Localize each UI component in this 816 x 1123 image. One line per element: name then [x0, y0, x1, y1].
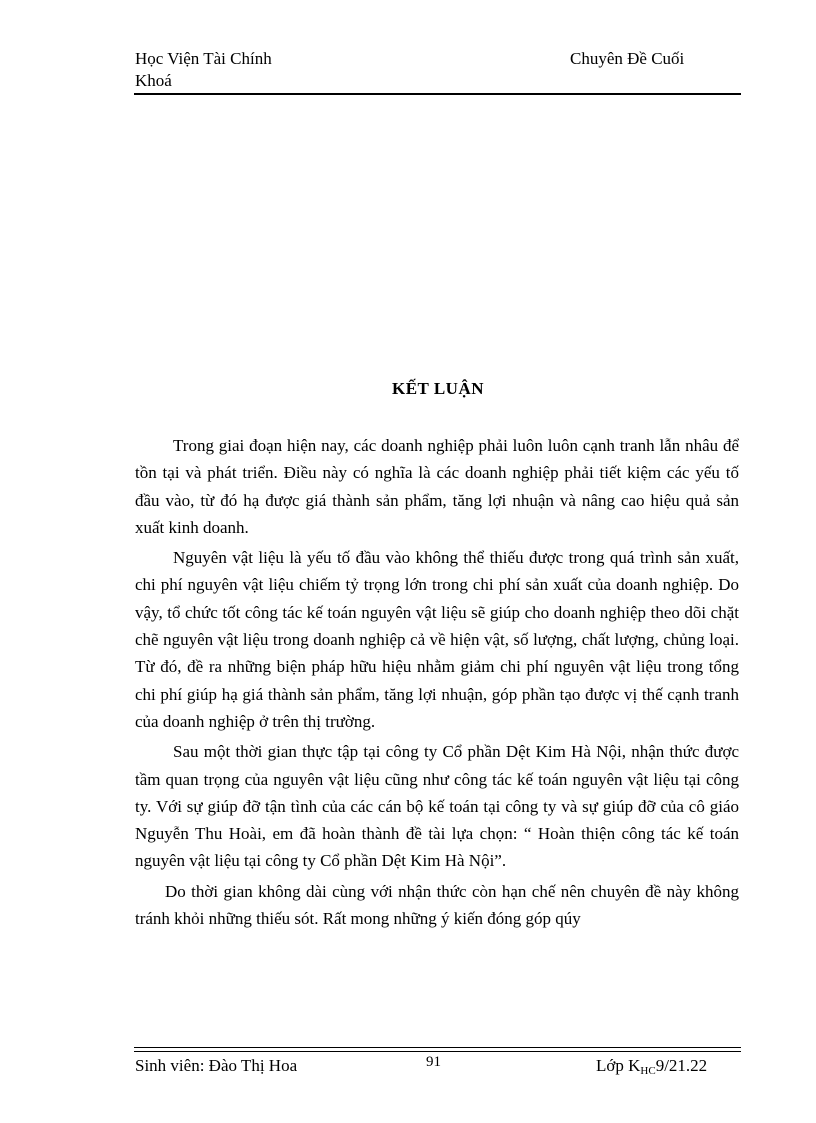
- body-text: [135, 432, 739, 935]
- footer-class-suffix: 9/21.22: [655, 1056, 708, 1075]
- paragraph-4: Do thời gian không dài cùng với nhận thức còn hạn chế nên chuyên đề này không tránh khỏi những thiếu sót. Rất mong những ý kiến đóng góp qúy: [135, 881, 739, 929]
- footer-class-prefix: Lớp K: [596, 1056, 641, 1075]
- page-number: 91: [426, 1054, 441, 1070]
- header-institution-name: Học Viện Tài Chính: [135, 49, 272, 68]
- footer-divider-top: [134, 1047, 741, 1048]
- header-institution: [135, 48, 272, 92]
- header-divider: [134, 93, 741, 95]
- section-title: KẾT LUẬN: [391, 379, 484, 398]
- paragraph-3: Sau một thời gian thực tập tại công ty Cổ phần Dệt Kim Hà Nội, nhận thức được tầm quan trọng của nguyên vật liệu cũng như công tác kế toán nguyên vật liệu tại công ty. Với sự giúp đỡ tận tình của các cán bộ kế toán tại công ty và sự giúp đỡ của cô giáo Nguyễn Thu Hoài, em đã hoàn thành đề tài lựa chọn: “ Hoàn thiện công tác kế toán nguyên vật liệu tại công ty Cổ phần Dệt Kim Hà Nội”.: [135, 742, 739, 871]
- footer-class: [596, 1055, 707, 1082]
- paragraph-1: Trong giai đoạn hiện nay, các doanh nghiệp phải luôn luôn cạnh tranh lẫn nhâu để tồn tại và phát triển. Điều này có nghĩa là các doanh nghiệp phải tiết kiệm các yếu tố đầu vào, từ đó hạ được giá thành sản phẩm, tăng lợi nhuận và nâng cao hiệu quả sản xuất kinh doanh.: [135, 436, 739, 537]
- footer-class-subscript: HC: [640, 1065, 656, 1077]
- header-document-type: Chuyên Đề Cuối: [570, 49, 685, 68]
- footer-student: Sinh viên: Đào Thị Hoa: [135, 1056, 298, 1075]
- paragraph-2: Nguyên vật liệu là yếu tố đầu vào không thể thiếu được trong quá trình sản xuất, chi phí nguyên vật liệu chiếm tỷ trọng lớn trong chi phí sản xuất của doanh nghiệp. Do vậy, tổ chức tốt công tác kế toán nguyên vật liệu sẽ giúp cho doanh nghiệp theo dõi chặt chẽ nguyên vật liệu trong doanh nghiệp cả về hiện vật, số lượng, chất lượng, chủng loại. Từ đó, đề ra những biện pháp hữu hiệu nhằm giảm chi phí nguyên vật liệu trong tổng chi phí giúp hạ giá thành sản phẩm, tăng lợi nhuận, góp phần tạo được vị thế cạnh tranh của doanh nghiệp ở trên thị trường.: [135, 548, 739, 731]
- header-institution-dept: Khoá: [135, 71, 172, 90]
